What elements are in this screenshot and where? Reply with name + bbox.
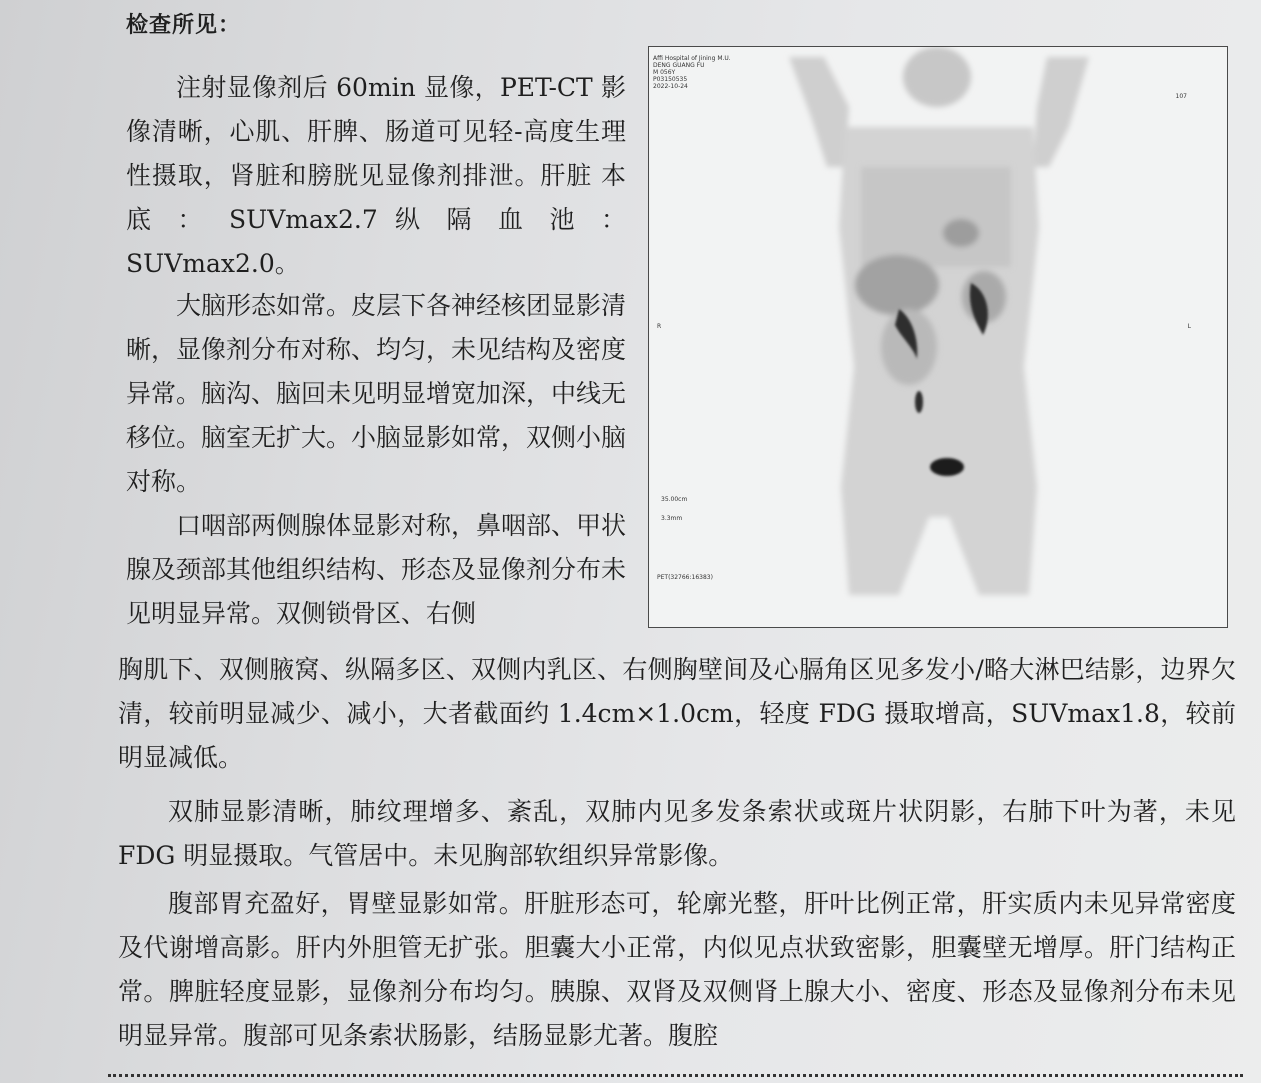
- body-mip-image: [649, 47, 1227, 627]
- paragraph-neck-part2: 胸肌下、双侧腋窝、纵隔多区、双侧内乳区、右侧胸壁间及心膈角区见多发小/略大淋巴结影，边界欠清，较前明显减少、减小，大者截面约 1.4cm×1.0cm，轻度 FDG 摄取增高，SUVmax1.8，较前明显减低。: [118, 655, 1236, 772]
- window-label: PET(32766:16383): [657, 574, 713, 581]
- hospital-name: Affi Hospital of Jining M.U.: [653, 55, 731, 62]
- paragraph-imaging-overview: 注射显像剂后 60min 显像，PET-CT 影像清晰，心肌、肝脾、肠道可见轻-高度生理性摄取，肾脏和膀胱见显像剂排泄。肝脏 本 底 ： SUVmax2.7 纵 隔 血 池 ： SUVmax2.0。: [126, 73, 626, 278]
- patient-id: P03150535: [653, 76, 688, 83]
- paragraph-abdomen: 腹部胃充盈好，胃壁显影如常。肝脏形态可，轮廓光整，肝叶比例正常，肝实质内未见异常密度及代谢增高影。肝内外胆管无扩张。胆囊大小正常，内似见点状致密影，胆囊壁无增厚。肝门结构正常。脾脏轻度显影，显像剂分布均匀。胰腺、双肾及双侧肾上腺大小、密度、形态及显像剂分布未见明显异常。腹部可见条索状肠影，结肠显影尤著。腹腔: [118, 889, 1236, 1050]
- page-divider: [108, 1074, 1243, 1077]
- section-heading: 检查所见：: [126, 13, 242, 38]
- exam-date: 2022-10-24: [653, 83, 688, 90]
- paragraph-lungs: 双肺显影清晰，肺纹理增多、紊乱，双肺内见多发条索状或斑片状阴影，右肺下叶为著，未见 FDG 明显摄取。气管居中。未见胸部软组织异常影像。: [118, 797, 1236, 870]
- paragraph-neck-part1: 口咽部两侧腺体显影对称，鼻咽部、甲状腺及颈部其他组织结构、形态及显像剂分布未见明显异常。双侧锁骨区、右侧: [126, 511, 627, 628]
- patient-sex-age: M 056Y: [653, 69, 676, 76]
- left-marker: L: [1187, 323, 1191, 330]
- scale-label: 35.00cm: [661, 496, 688, 503]
- paragraph-brain: 大脑形态如常。皮层下各神经核团显影清晰，显像剂分布对称、均匀，未见结构及密度异常。脑沟、脑回未见明显增宽加深，中线无移位。脑室无扩大。小脑显影如常，双侧小脑对称。: [126, 291, 627, 496]
- patient-name: DENG GUANG FU: [653, 62, 705, 69]
- frame-number: 107: [1175, 93, 1187, 100]
- pet-mip-figure: [648, 46, 1228, 628]
- thickness-label: 3.3mm: [661, 515, 683, 522]
- right-marker: R: [657, 323, 662, 330]
